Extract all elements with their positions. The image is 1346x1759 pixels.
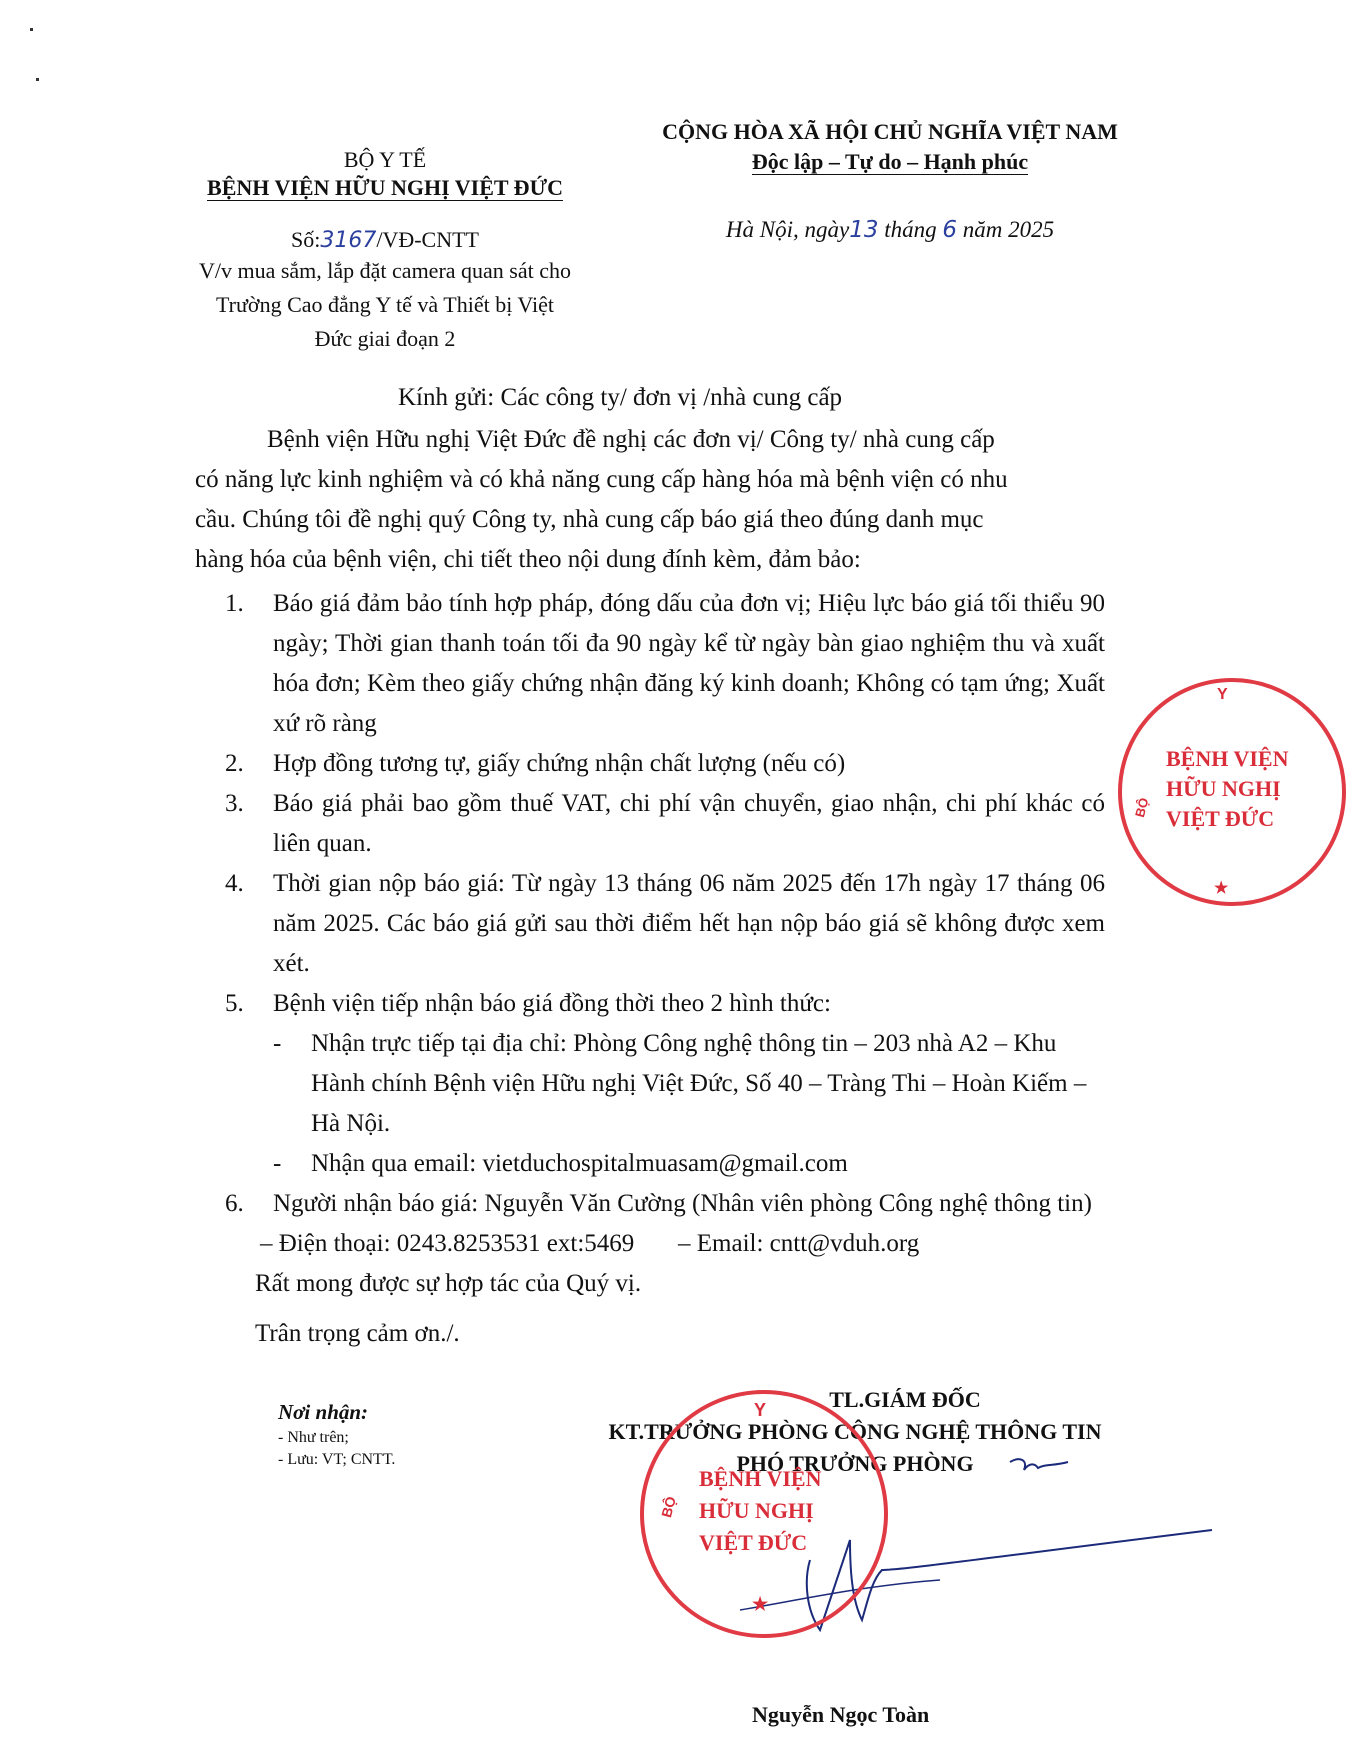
official-stamp: Y BỆNH VIỆN HỮU NGHỊ VIỆT ĐỨC BỘ ★ [640, 1390, 888, 1638]
closing-regards: Trân trọng cảm ơn./. [255, 1320, 460, 1347]
list-item: 2. Hợp đồng tương tự, giấy chứng nhận chất lượng (nếu có) [225, 750, 846, 777]
contact-line: – Điện thoại: 0243.8253531 ext:5469 – Email: cntt@vduh.org [260, 1230, 920, 1257]
stamp-line: BỆNH VIỆN [699, 1466, 822, 1491]
national-header [620, 118, 1160, 244]
recipients-block [278, 1400, 395, 1471]
scan-mark [30, 28, 33, 31]
scan-mark [36, 78, 39, 81]
edge-stamp-line: BỆNH VIỆN [1166, 746, 1289, 771]
list-item: 1. Báo giá đảm bảo tính hợp pháp, đóng dấu của đơn vị; Hiệu lực báo giá tối thiểu 90 ngày; Thời gian thanh toán tối đa 90 ngày kể từ ngày bàn giao nghiệm thu và xuất hóa đơn; Kèm theo giấy chứng nhận đăng ký kinh doanh; Không có tạm ứng; Xuất xứ rõ ràng [225, 590, 1105, 737]
intro-line-3: cầu. Chúng tôi đề nghị quý Công ty, nhà cung cấp báo giá theo đúng danh mục [195, 506, 984, 533]
intro-line-2: có năng lực kinh nghiệm và có khả năng cung cấp hàng hóa mà bệnh viện có nhu [195, 466, 1008, 493]
star-icon: ★ [752, 1594, 769, 1614]
ministry-name: BỘ Y TẾ [343, 147, 427, 172]
closing-thanks: Rất mong được sự hợp tác của Quý vị. [255, 1270, 642, 1297]
motto: Độc lập – Tự do – Hạnh phúc [751, 149, 1029, 174]
edge-stamp-line: VIỆT ĐỨC [1166, 806, 1275, 831]
subject-line-2: Trường Cao đẳng Y tế và Thiết bị Việt [216, 292, 554, 317]
stamp-line: VIỆT ĐỨC [699, 1530, 808, 1555]
subject-line-1: V/v mua sắm, lắp đặt camera quan sát cho [198, 258, 572, 283]
signature-line-1: TL.GIÁM ĐỐC [829, 1387, 981, 1412]
edge-stamp: Y BỆNH VIỆN HỮU NGHỊ VIỆT ĐỨC BỘ ★ [1118, 678, 1346, 906]
intro-line-1: Bệnh viện Hữu nghị Việt Đức đề nghị các đơn vị/ Công ty/ nhà cung cấp [267, 426, 995, 453]
star-icon: ★ [1214, 880, 1229, 897]
recipients-title: Nơi nhận: [278, 1400, 369, 1424]
stamp-side-text: BỘ [658, 1494, 679, 1520]
list-item: 5. Bệnh viện tiếp nhận báo giá đồng thời theo 2 hình thức: [225, 990, 831, 1017]
edge-stamp-side-text: BỘ [1131, 796, 1152, 819]
intro-paragraph [195, 420, 1100, 580]
signer-name: Nguyễn Ngọc Toàn [752, 1702, 930, 1727]
subject-line-3: Đức giai đoạn 2 [314, 326, 456, 351]
sub-list-item: - Nhận trực tiếp tại địa chỉ: Phòng Công nghệ thông tin – 203 nhà A2 – Khu Hành chính Bệnh viện Hữu nghị Việt Đức, Số 40 – Tràng Thi – Hoàn Kiếm – Hà Nội. [273, 1030, 1087, 1137]
signature-line-3: PHÓ TRƯỞNG PHÒNG [736, 1451, 974, 1476]
recipient-line: Kính gửi: Các công ty/ đơn vị /nhà cung cấp [398, 384, 843, 411]
issuer-block [170, 146, 600, 353]
recipient-entry: - Như trên; [278, 1429, 349, 1446]
list-item: 4. Thời gian nộp báo giá: Từ ngày 13 tháng 06 năm 2025 đến 17h ngày 17 tháng 06 năm 2025. Các báo giá gửi sau thời điểm hết hạn nộp báo giá sẽ không được xem xét. [225, 870, 1105, 977]
country-name: CỘNG HÒA XÃ HỘI CHỦ NGHĨA VIỆT NAM [662, 119, 1118, 144]
stamp-line: HỮU NGHỊ [699, 1498, 814, 1523]
handwritten-day: 13 [849, 217, 879, 243]
edge-stamp-line: HỮU NGHỊ [1166, 776, 1281, 801]
handwritten-number: 3167 [320, 228, 377, 253]
hospital-name: BỆNH VIỆN HỮU NGHỊ VIỆT ĐỨC [207, 175, 563, 200]
date-line: Hà Nội, ngày13 tháng 6 năm 2025 [725, 217, 1055, 243]
list-item: 6. Người nhận báo giá: Nguyễn Văn Cường (Nhân viên phòng Công nghệ thông tin) [225, 1190, 1092, 1217]
intro-line-4: hàng hóa của bệnh viện, chi tiết theo nội dung đính kèm, đảm bảo: [195, 546, 861, 573]
sub-list-item: - Nhận qua email: vietduchospitalmuasam@gmail.com [273, 1150, 848, 1177]
handwritten-month: 6 [942, 217, 957, 243]
list-item: 3. Báo giá phải bao gồm thuế VAT, chi phí vận chuyển, giao nhận, chi phí khác có liên quan. [225, 790, 1105, 857]
document-number: Số:3167/VĐ-CNTT [290, 227, 479, 253]
requirements-list [225, 584, 1105, 1354]
recipient-entry: - Lưu: VT; CNTT. [278, 1451, 396, 1468]
signature-line-2: KT.TRƯỞNG PHÒNG CÔNG NGHỆ THÔNG TIN [608, 1419, 1102, 1444]
